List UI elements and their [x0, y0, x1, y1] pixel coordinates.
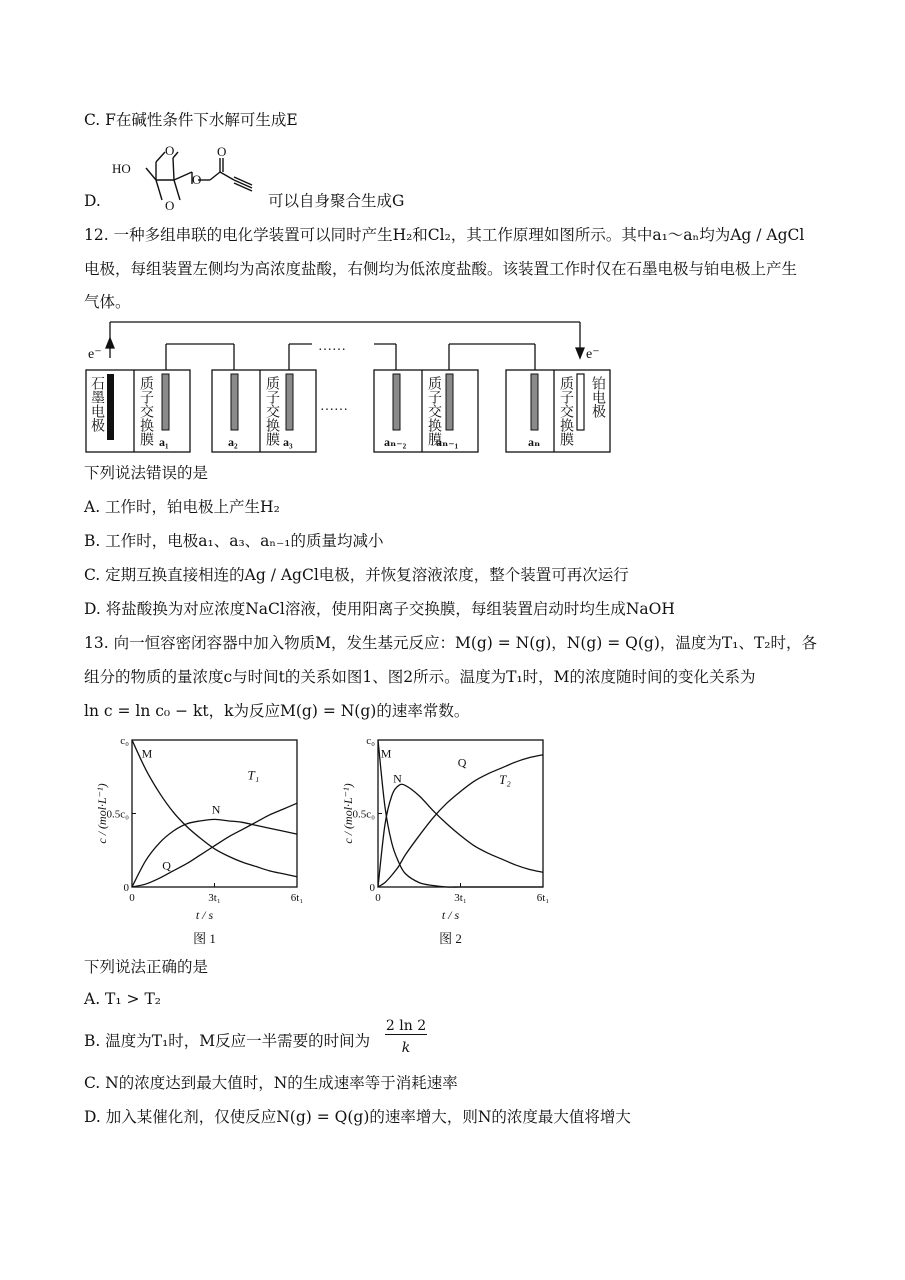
q13-option-b-numerator: 2 ln 2	[385, 1018, 427, 1034]
e-right-label: e⁻	[586, 347, 600, 362]
series-line-n	[132, 819, 297, 887]
y-tick-label: 0	[369, 882, 375, 894]
x-tick-label: 6t₁	[536, 892, 550, 904]
x-tick-label: 6t₁	[290, 892, 304, 904]
series-label-n: N	[393, 771, 402, 786]
option-c-prev: C. F在碱性条件下水解可生成E	[84, 111, 298, 129]
label-an: aₙ	[528, 435, 541, 449]
platinum-electrode-label: 铂电极	[590, 376, 606, 418]
series-line-n	[378, 784, 543, 887]
chart-figure-2	[330, 730, 560, 945]
chart-figure-1	[84, 730, 314, 945]
y-tick-label: 0	[123, 882, 129, 894]
q12-question: 下列说法错误的是	[84, 464, 209, 482]
label-a2: a₂	[228, 435, 238, 449]
y-tick-label: 0.5c₀	[352, 808, 375, 821]
q13-option-c: C. N的浓度达到最大值时，N的生成速率等于消耗速率	[84, 1074, 458, 1092]
x-tick-label: 3t₁	[454, 892, 467, 904]
x-axis-label: t / s	[441, 908, 460, 922]
q13-option-b: B. 温度为T₁时，M反应一半需要的时间为	[84, 1032, 371, 1050]
y-axis-label: c / (mol·L⁻¹)	[341, 783, 355, 844]
y-tick-label: 0.5c₀	[106, 808, 129, 821]
mol-o4: O	[217, 144, 227, 159]
q12-stem-1: 12. 一种多组串联的电化学装置可以同时产生H₂和Cl₂，其工作原理如图所示。其中a₁～aₙ均为Ag / AgCl	[84, 226, 805, 244]
series-label-q: Q	[457, 755, 467, 770]
y-tick-label: c₀	[366, 735, 375, 747]
x-tick-label: 3t₁	[208, 892, 221, 904]
y-axis-label: c / (mol·L⁻¹)	[95, 783, 109, 844]
membrane-label-4: 质子交换膜	[558, 376, 574, 446]
label-an1: aₙ₋₁	[436, 435, 459, 449]
q13-option-a: A. T₁ > T₂	[84, 990, 161, 1008]
q12-stem-3: 气体。	[84, 293, 131, 311]
label-an2: aₙ₋₂	[384, 435, 407, 449]
electrochem-diagram	[84, 318, 614, 458]
option-d-prev-label: D.	[84, 192, 101, 210]
q13-stem-3: ln c = ln c₀ − kt，k为反应M(g) = N(g)的速率常数。	[84, 702, 470, 720]
mol-o1: O	[165, 143, 175, 158]
molecule-structure	[110, 140, 270, 215]
q13-stem-2: 组分的物质的量浓度c与时间t的关系如图1、图2所示。温度为T₁时，M的浓度随时间的变化关系为	[84, 668, 756, 686]
q12-option-b: B. 工作时，电极a₁、a₃、aₙ₋₁的质量均减小	[84, 532, 384, 550]
series-label-q: Q	[162, 858, 171, 873]
q12-option-d: D. 将盐酸换为对应浓度NaCl溶液，使用阳离子交换膜，每组装置启动时均生成NaOH	[84, 600, 675, 618]
label-a3: a₃	[283, 435, 293, 449]
temperature-label: T₂	[499, 772, 511, 788]
q13-option-d: D. 加入某催化剂，仅使反应N(g) = Q(g)的速率增大，则N的浓度最大值将增大	[84, 1108, 631, 1126]
x-tick-label: 0	[375, 892, 381, 904]
mol-ho: HO	[112, 161, 131, 176]
option-d-prev-tail: 可以自身聚合生成G	[268, 192, 405, 210]
q13-stem-1: 13. 向一恒容密闭容器中加入物质M，发生基元反应：M(g) = N(g)，N(g) = Q(g)，温度为T₁、T₂时，各	[84, 634, 818, 652]
mol-o3: O	[192, 172, 202, 187]
membrane-label-1: 质子交换膜	[138, 376, 154, 446]
q12-stem-2: 电极，每组装置左侧均为高浓度盐酸，右侧均为低浓度盐酸。该装置工作时仅在石墨电极与铂电极上产生	[84, 260, 798, 278]
temperature-label: T₁	[247, 767, 260, 783]
q12-option-a: A. 工作时，铂电极上产生H₂	[84, 498, 280, 516]
y-tick-label: c₀	[120, 735, 129, 747]
q12-option-c: C. 定期互换直接相连的Ag / AgCl电极，并恢复溶液浓度，整个装置可再次运行	[84, 566, 629, 584]
figure-caption: 图 1	[193, 931, 216, 945]
membrane-label-2: 质子交换膜	[264, 376, 280, 446]
series-line-q	[378, 755, 543, 887]
label-a1: a₁	[159, 435, 169, 449]
figure-caption: 图 2	[439, 931, 462, 945]
series-label-n: N	[211, 802, 221, 817]
graphite-electrode-label: 石墨电极	[89, 376, 105, 432]
x-tick-label: 0	[129, 892, 135, 904]
q13-question: 下列说法正确的是	[84, 958, 209, 976]
membrane-label-3: 质子交换膜	[426, 376, 442, 446]
e-left-label: e⁻	[88, 347, 102, 362]
mol-o2: O	[165, 198, 175, 213]
dots-top: ……	[318, 339, 346, 354]
series-label-m: M	[141, 746, 153, 761]
series-label-m: M	[380, 746, 392, 761]
x-axis-label: t / s	[195, 908, 214, 922]
q13-option-b-denominator: k	[401, 1040, 411, 1056]
dots-mid: ……	[320, 399, 348, 414]
